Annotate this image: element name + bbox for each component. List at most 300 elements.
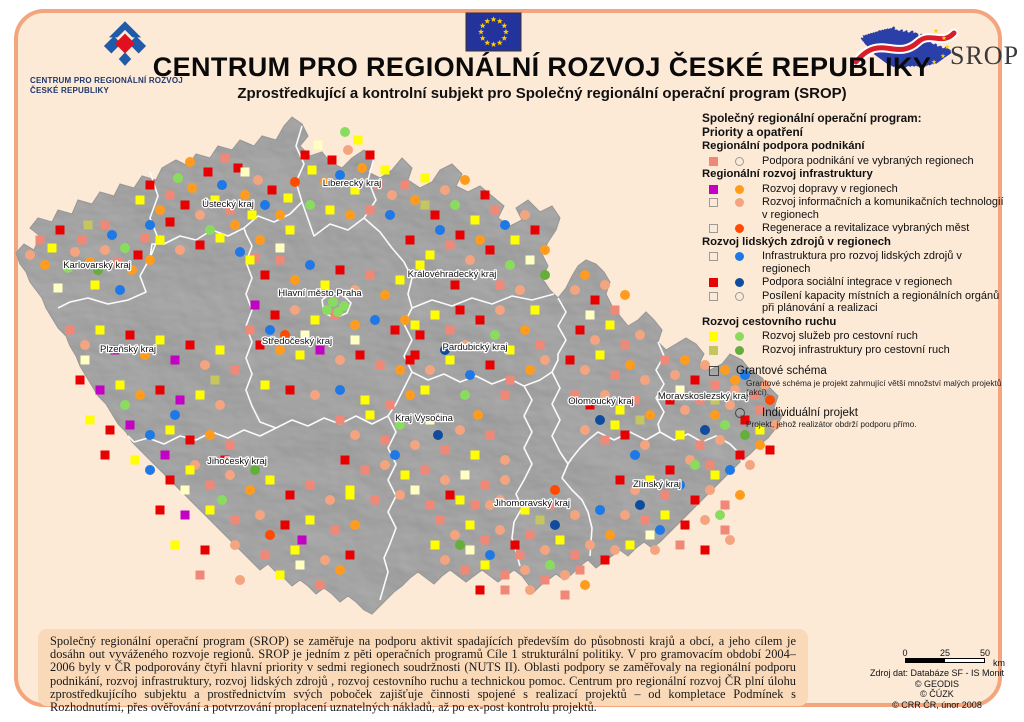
map-marker [301, 151, 310, 160]
map-marker [525, 365, 535, 375]
region-label: Pardubický kraj [442, 342, 508, 353]
legend-symbol-cell [728, 196, 754, 207]
map-marker [540, 270, 550, 280]
map-marker [325, 495, 335, 505]
map-marker [680, 405, 690, 415]
map-marker [386, 401, 395, 410]
map-marker [620, 290, 630, 300]
map-marker [456, 306, 465, 315]
map-marker [655, 525, 665, 535]
map-marker [266, 476, 275, 485]
map-marker [491, 206, 500, 215]
legend-symbol-cell [702, 365, 728, 376]
map-marker [526, 531, 535, 540]
map-marker [305, 200, 315, 210]
map-marker [481, 561, 490, 570]
map-marker [96, 386, 105, 395]
map-marker [411, 321, 420, 330]
scale-tick-label: 25 [939, 648, 951, 658]
map-marker [715, 435, 725, 445]
legend-extra-item [702, 407, 1010, 420]
map-marker [186, 466, 195, 475]
legend-square-icon [709, 278, 718, 287]
map-marker [171, 541, 180, 550]
map-marker [446, 491, 455, 500]
map-marker [540, 545, 550, 555]
description-box [38, 629, 808, 715]
map-marker [196, 241, 205, 250]
map-marker [206, 506, 215, 515]
map-marker [251, 301, 260, 310]
legend-symbol-cell [728, 276, 754, 287]
map-marker [298, 536, 307, 545]
scale-bar-graphic [905, 658, 985, 663]
credit-line: © GEODIS [914, 678, 960, 689]
map-marker [335, 355, 345, 365]
map-marker [84, 221, 93, 230]
map-marker [387, 190, 397, 200]
map-marker [275, 210, 285, 220]
map-marker [725, 465, 735, 475]
legend-circle-icon [735, 346, 744, 355]
map-marker [350, 520, 360, 530]
legend-extra-note: Projekt, jehož realizátor obdrží podporu přímo. [746, 419, 917, 429]
map-marker [316, 581, 325, 590]
scale-bar-ticks [895, 648, 1005, 658]
map-marker [690, 460, 700, 470]
map-marker [520, 325, 530, 335]
map-marker [556, 536, 565, 545]
map-marker [531, 306, 540, 315]
region-label: Kraj Vysočina [395, 413, 453, 424]
map-marker [335, 565, 345, 575]
map-marker [171, 356, 180, 365]
map-marker [216, 346, 225, 355]
map-marker [600, 280, 610, 290]
map-marker [550, 520, 560, 530]
map-marker [134, 251, 143, 260]
map-marker [611, 306, 620, 315]
legend-subtitle: Priority a opatření [702, 124, 803, 139]
map-marker [166, 218, 175, 227]
map-marker [410, 195, 420, 205]
map-marker [431, 541, 440, 550]
map-marker [406, 236, 415, 245]
srop-logo-text: SROP [950, 41, 1020, 70]
legend-section-header: Regionální rozvoj infrastruktury [702, 168, 873, 180]
map-marker [255, 510, 265, 520]
legend-symbol-cell [728, 344, 754, 355]
map-marker [286, 491, 295, 500]
map-marker [496, 281, 505, 290]
legend-symbol-cell [702, 290, 728, 301]
map-marker [145, 220, 155, 230]
map-marker [336, 416, 345, 425]
legend-symbol-cell [728, 250, 754, 261]
map-marker [135, 390, 145, 400]
map-marker [351, 336, 360, 345]
legend-symbol-cell [702, 344, 728, 355]
map-marker [536, 341, 545, 350]
map-marker [440, 185, 450, 195]
map-marker [450, 530, 460, 540]
map-marker [296, 351, 305, 360]
map-marker [426, 251, 435, 260]
legend-item-label: Rozvoj služeb pro cestovní ruch [762, 330, 918, 342]
map-marker [341, 456, 350, 465]
map-marker [196, 571, 205, 580]
map-marker [311, 316, 320, 325]
map-marker [96, 326, 105, 335]
map-marker [370, 315, 380, 325]
map-marker [540, 245, 550, 255]
map-marker [691, 496, 700, 505]
credit-line: Zdroj dat: Databáze SF - IS Monit [869, 668, 1005, 678]
map-marker [426, 501, 435, 510]
map-marker [107, 230, 117, 240]
map-marker [476, 586, 485, 595]
credit-line: © CRR ČR, únor 2008 [892, 699, 982, 710]
scale-tick-label: 50 [979, 648, 991, 658]
map-marker [570, 285, 580, 295]
map-marker [560, 570, 570, 580]
map-marker [366, 271, 375, 280]
data-credits [862, 668, 1012, 710]
map-marker [100, 245, 110, 255]
legend-title: Společný regionální operační program: [702, 111, 922, 125]
map-marker [635, 330, 645, 340]
legend-item [702, 183, 1010, 196]
map-marker [640, 440, 650, 450]
map-marker [385, 210, 395, 220]
map-marker [343, 145, 353, 155]
legend-item [702, 196, 1010, 221]
map-marker [435, 225, 445, 235]
map-marker [451, 281, 460, 290]
map-marker [680, 355, 690, 365]
map-marker [173, 173, 183, 183]
map-marker [520, 210, 530, 220]
map-marker [641, 516, 650, 525]
map-marker [205, 225, 215, 235]
map-marker [196, 391, 205, 400]
map-marker [486, 361, 495, 370]
map-marker [161, 451, 170, 460]
legend-extra-note: Grantové schéma je projekt zahrnující větší množství malých projektů (akcí). [746, 377, 1002, 397]
map-marker [276, 256, 285, 265]
map-marker [271, 311, 280, 320]
map-marker [431, 311, 440, 320]
map-marker [405, 390, 415, 400]
legend-item-label: Podpora podnikání ve vybraných regionech [762, 154, 974, 167]
map-marker [620, 510, 630, 520]
map-marker [78, 236, 87, 245]
legend-symbol-cell [728, 407, 754, 418]
map-marker [495, 525, 505, 535]
map-marker [515, 285, 525, 295]
crr-org-line1: CENTRUM PRO REGIONÁLNÍ ROZVOJ [30, 76, 183, 85]
map-marker [205, 430, 215, 440]
legend-symbol-cell [702, 330, 728, 341]
map-marker [500, 475, 510, 485]
map-marker [231, 516, 240, 525]
eu-flag-icon [466, 13, 521, 51]
map-marker [176, 396, 185, 405]
map-marker [54, 284, 63, 293]
map-marker [340, 127, 350, 137]
map-marker [290, 177, 300, 187]
map-marker [436, 516, 445, 525]
map-marker [101, 221, 110, 230]
map-marker [141, 234, 150, 243]
map-marker [156, 336, 165, 345]
map-marker [580, 365, 590, 375]
map-marker [511, 236, 520, 245]
map-marker [481, 481, 490, 490]
legend-item [702, 344, 1010, 357]
map-marker [381, 436, 390, 445]
map-marker [421, 201, 430, 210]
legend-item-label: Rozvoj informačních a komunikačních technologií v regionech [762, 196, 1004, 221]
map-marker [541, 576, 550, 585]
map-marker [215, 400, 225, 410]
map-marker [361, 396, 370, 405]
map-marker [481, 191, 490, 200]
legend-item-label: Regenerace a revitalizace vybraných měst [762, 222, 970, 234]
map-marker [526, 256, 535, 265]
map-marker [421, 466, 430, 475]
legend-symbol-cell [702, 155, 728, 166]
map-marker [561, 591, 570, 600]
map-marker [591, 296, 600, 305]
map-marker [241, 168, 250, 177]
legend-circle-icon [735, 185, 744, 194]
map-marker [431, 211, 440, 220]
map-marker [230, 220, 240, 230]
map-marker [170, 410, 180, 420]
map-marker [460, 175, 470, 185]
legend-square-icon [709, 157, 718, 166]
legend-extra-label: Individuální projekt [762, 406, 858, 419]
legend-item-label: Rozvoj dopravy v regionech [762, 182, 898, 195]
map-marker [446, 241, 455, 250]
map-marker [520, 565, 530, 575]
map-marker [595, 415, 605, 425]
map-marker [395, 490, 405, 500]
map-marker [246, 326, 255, 335]
map-marker [486, 246, 495, 255]
map-marker [706, 461, 715, 470]
map-marker [155, 205, 165, 215]
map-marker [336, 266, 345, 275]
map-marker [601, 436, 610, 445]
scale-tick-label: 0 [902, 648, 908, 658]
map-marker [354, 136, 363, 145]
map-marker [670, 370, 680, 380]
map-marker [66, 326, 75, 335]
map-marker [725, 535, 735, 545]
map-marker [576, 326, 585, 335]
map-marker [611, 421, 620, 430]
map-marker [566, 356, 575, 365]
legend-symbol-cell [728, 183, 754, 194]
map-marker [286, 226, 295, 235]
region-label: Plzeňský kraj [100, 344, 156, 355]
map-marker [346, 486, 355, 495]
map-marker [40, 260, 50, 270]
map-marker [225, 470, 235, 480]
map-marker [621, 431, 630, 440]
legend-item [702, 250, 1010, 275]
map-marker [455, 540, 465, 550]
map-marker [616, 476, 625, 485]
map-marker [145, 430, 155, 440]
region-label: Hlavní město Praha [278, 288, 362, 299]
legend-item [702, 330, 1010, 343]
map-marker [676, 431, 685, 440]
map-marker [473, 410, 483, 420]
map-marker [56, 226, 65, 235]
map-marker [490, 330, 500, 340]
map-marker [326, 206, 335, 215]
map-marker [366, 411, 375, 420]
map-marker [471, 216, 480, 225]
map-marker [350, 320, 360, 330]
map-marker [476, 316, 485, 325]
map-marker [635, 500, 645, 510]
map-marker [115, 285, 125, 295]
legend-symbol-cell [702, 276, 728, 287]
map-marker [350, 430, 360, 440]
map-marker [540, 355, 550, 365]
map-marker [265, 530, 275, 540]
scale-bar [895, 648, 1005, 668]
map-marker [396, 276, 405, 285]
map-marker [253, 175, 263, 185]
map-marker [156, 506, 165, 515]
map-marker [200, 360, 210, 370]
legend [702, 112, 1010, 432]
map-marker [320, 555, 330, 565]
map-marker [610, 545, 620, 555]
map-marker [181, 511, 190, 520]
map-marker [586, 311, 595, 320]
page-title: CENTRUM PRO REGIONÁLNÍ ROZVOJ ČESKÉ REPUBLIKY [152, 52, 932, 82]
legend-circle-icon [735, 252, 744, 261]
map-marker [696, 441, 705, 450]
map-marker [346, 551, 355, 560]
map-marker [705, 485, 715, 495]
map-marker [735, 490, 745, 500]
map-marker [166, 191, 175, 200]
map-marker [721, 526, 730, 535]
map-marker [284, 194, 293, 203]
map-marker [145, 465, 155, 475]
map-marker [116, 381, 125, 390]
map-marker [120, 400, 130, 410]
map-marker [536, 516, 545, 525]
map-marker [306, 481, 315, 490]
map-marker [501, 571, 510, 580]
map-marker [36, 236, 45, 245]
map-marker [580, 580, 590, 590]
map-marker [333, 307, 343, 317]
map-marker [700, 515, 710, 525]
map-marker [450, 200, 460, 210]
map-marker [395, 365, 405, 375]
map-marker [486, 431, 495, 440]
credit-line: © ČÚZK [920, 689, 954, 699]
legend-square-icon [709, 292, 718, 301]
map-marker [661, 356, 670, 365]
map-marker [276, 571, 285, 580]
map-marker [681, 521, 690, 530]
map-marker [506, 376, 515, 385]
map-marker [500, 220, 510, 230]
map-marker [661, 491, 670, 500]
description-paragraph: Společný regionální operační program (SROP) se zaměřuje na podporu aktivit spadajících především do působnosti krajů a obcí, a jeho cílem je dosáhn out vyváženého rozvoje regionů. SROP je jedním z pěti operačních programů Cíle 1 strukturální politiky. V pro gramovacím období 2004–2006 byly v ČR podporovány čtyři hlavní priority v sedmi regionech soudržnosti (NUTS II). Oblasti podpory se zaměřovaly na regionální podporu podnikání, rozvoj infrastruktury, rozvoj lidských zdrojů , rozvoj cestovního ruchu a technickou pomoc. Centrum pro regionální rozvoj ČR plní úlohu zprostředkujícího subjektu a prostřednictvím svých poboček zajišťuje činnosti spojené s realizací projektů – od kompletace Podmínek s Rozhodnutími, přes ověřování a potvrzování proplacení uznatelných nákladů, až po ex-post kontrolu projektů. [50, 634, 796, 715]
legend-item [702, 290, 1010, 315]
map-marker [636, 416, 645, 425]
map-marker [80, 340, 90, 350]
map-marker [356, 351, 365, 360]
legend-circle-icon [735, 224, 744, 233]
map-marker [260, 200, 270, 210]
map-marker [531, 226, 540, 235]
map-marker [305, 260, 315, 270]
map-marker [611, 371, 620, 380]
legend-square-icon [709, 332, 718, 341]
map-marker [626, 541, 635, 550]
map-marker [715, 510, 725, 520]
map-marker [246, 256, 255, 265]
legend-square-icon [709, 185, 718, 194]
map-marker [381, 166, 390, 175]
legend-item-label: Posílení kapacity místních a regionálních orgánů při plánování a realizaci [762, 289, 1000, 314]
map-marker [206, 481, 215, 490]
map-marker [136, 196, 145, 205]
map-marker [466, 546, 475, 555]
map-marker [248, 211, 257, 220]
map-marker [446, 326, 455, 335]
map-marker [296, 561, 305, 570]
grant-scheme-icon [709, 366, 719, 376]
legend-symbol-cell [728, 290, 754, 301]
map-marker [646, 531, 655, 540]
legend-symbol-cell [702, 250, 728, 261]
map-marker [421, 174, 430, 183]
map-marker [261, 381, 270, 390]
map-marker [606, 321, 615, 330]
map-marker [425, 365, 435, 375]
legend-circle-icon [735, 332, 744, 341]
region-label: Jihomoravský kraj [493, 498, 571, 509]
map-marker [596, 351, 605, 360]
map-marker [640, 375, 650, 385]
map-marker [711, 471, 720, 480]
legend-section-header: Rozvoj lidských zdrojů v regionech [702, 235, 891, 248]
map-marker [314, 141, 323, 150]
map-marker [106, 426, 115, 435]
map-marker [401, 181, 410, 190]
map-marker [580, 270, 590, 280]
map-marker [185, 157, 195, 167]
map-marker [516, 551, 525, 560]
map-marker [357, 163, 367, 173]
map-marker [156, 386, 165, 395]
map-marker [211, 376, 220, 385]
map-marker [460, 390, 470, 400]
